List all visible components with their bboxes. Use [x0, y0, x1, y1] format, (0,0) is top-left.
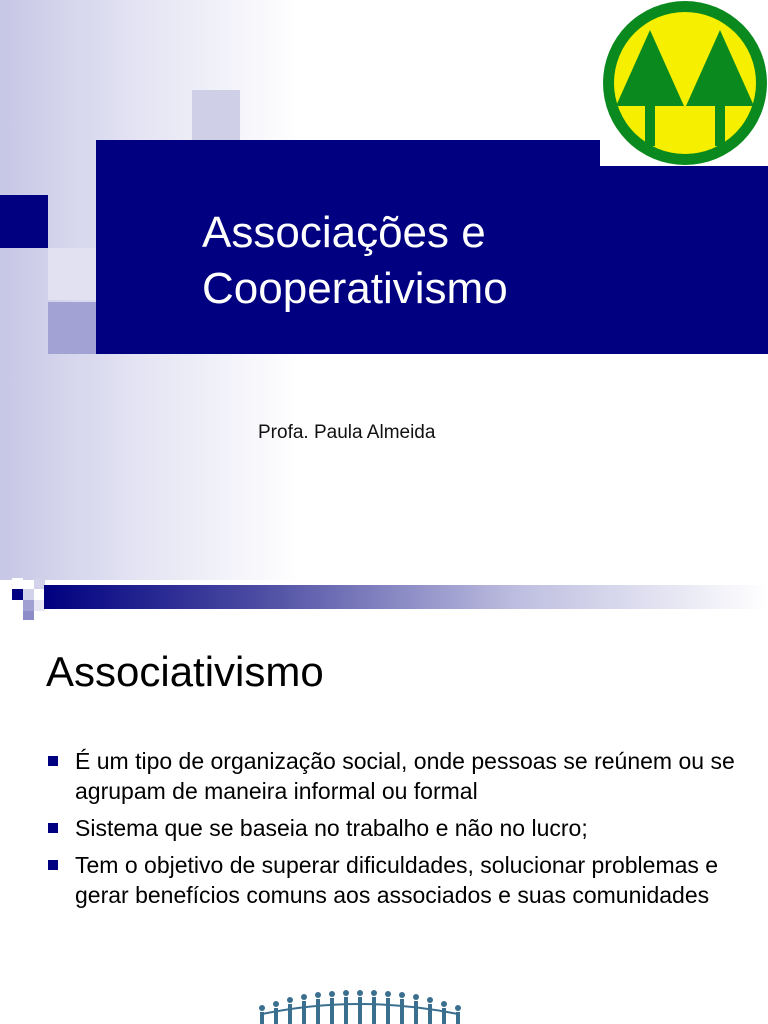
bullet-item [46, 850, 736, 910]
square-bullet-icon [48, 756, 58, 766]
deco-mini-square [12, 589, 23, 600]
deco-square [48, 248, 96, 300]
bullet-text: Sistema que se baseia no trabalho e não no lucro; [75, 815, 588, 841]
bullet-text: É um tipo de organização social, onde pessoas se reúnem ou se agrupam de maneira informal ou formal [75, 748, 735, 804]
bullet-item [46, 813, 736, 843]
title-line-1: Associações e [202, 208, 486, 257]
bullet-item [46, 746, 736, 806]
bullet-text: Tem o objetivo de superar dificuldades, solucionar problemas e gerar benefícios comuns aos associados e suas comunidades [75, 852, 719, 908]
gradient-divider [44, 585, 768, 609]
title-line-2: Cooperativismo [202, 264, 508, 313]
title-band-left [0, 195, 48, 248]
presenter-name: Profa. Paula Almeida [258, 422, 436, 443]
slide-title [202, 205, 742, 317]
bullet-list [46, 746, 736, 917]
slide-heading: Associativismo [46, 648, 324, 695]
deco-mini-square [12, 578, 23, 589]
people-chain-icon [250, 986, 470, 1024]
deco-mini-square [23, 611, 34, 620]
content-slide [0, 620, 768, 1024]
square-bullet-icon [48, 823, 58, 833]
deco-mini-square [23, 600, 34, 611]
cooperative-logo [600, 0, 768, 166]
deco-mini-square [23, 589, 34, 600]
pine-trees-icon [600, 0, 768, 166]
deco-square [48, 302, 96, 354]
square-bullet-icon [48, 860, 58, 870]
deco-square [192, 90, 240, 142]
